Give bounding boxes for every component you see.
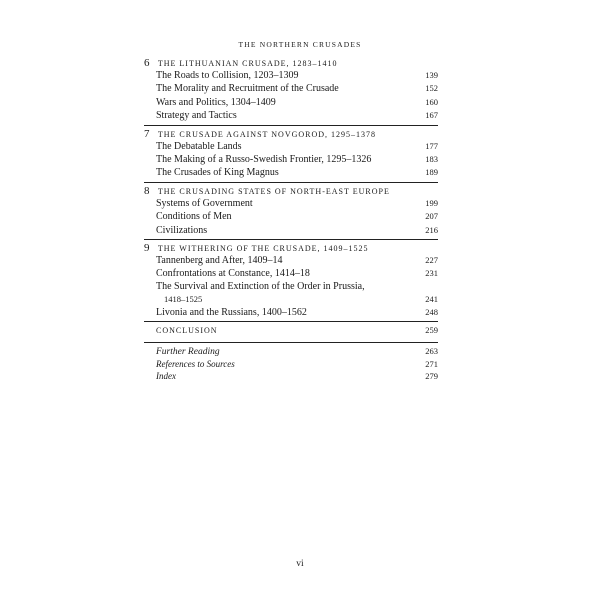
chapter-number: 6 [144, 57, 150, 69]
toc-entry [144, 96, 438, 109]
entry-page: 231 [425, 268, 438, 279]
toc-entry [144, 82, 438, 95]
chapter-title: THE LITHUANIAN CRUSADE, 1283–1410 [157, 59, 338, 68]
toc-entry [144, 69, 438, 82]
entry-title: The Crusades of King Magnus [156, 167, 279, 179]
chapter-title: THE CRUSADING STATES OF NORTH-EAST EUROPE [157, 186, 390, 196]
chapter-6 [144, 57, 438, 123]
entry-page: 199 [425, 197, 438, 208]
entry-page: 207 [425, 211, 438, 222]
chapter-number: 9 [144, 242, 150, 255]
entry-title: The Morality and Recruitment of the Crusade [156, 83, 339, 95]
chapter-heading [144, 57, 438, 69]
entry-title: Tannenberg and After, 1409–14 [156, 255, 283, 267]
entry-title: 1418–1525 [164, 294, 203, 305]
entry-title: Index [156, 371, 176, 382]
chapter-number: 7 [144, 127, 150, 140]
page-number: vi [296, 559, 304, 569]
toc-entry [144, 210, 438, 223]
entry-title: The Roads to Collision, 1203–1309 [156, 70, 299, 81]
toc-entry [144, 109, 438, 122]
entry-page: 241 [425, 294, 438, 305]
entry-page: 263 [425, 345, 438, 356]
entry-title: Civilizations [156, 224, 208, 236]
conclusion-section [144, 321, 438, 337]
chapter-title: THE CRUSADE AGAINST NOVGOROD, 1295–1378 [157, 129, 377, 139]
toc-entry [144, 324, 438, 337]
entry-title: Further Reading [156, 346, 220, 357]
entry-title: References to Sources [156, 358, 235, 369]
entry-page: 216 [425, 224, 438, 235]
chapter-heading [144, 242, 438, 254]
entry-page: 189 [425, 167, 438, 178]
toc-entry [144, 254, 438, 267]
entry-title: Livonia and the Russians, 1400–1562 [156, 306, 307, 318]
entry-title: Strategy and Tactics [156, 110, 237, 122]
chapter-8 [144, 182, 438, 237]
toc-entry [144, 153, 438, 166]
entry-title: The Making of a Russo-Swedish Frontier, 1295–1326 [156, 154, 372, 166]
end-matter [144, 342, 438, 383]
entry-page: 248 [425, 306, 438, 317]
chapter-number: 8 [144, 184, 150, 197]
entry-title: Conditions of Men [156, 211, 232, 223]
running-head: THE NORTHERN CRUSADES [238, 40, 362, 49]
chapter-9 [144, 239, 438, 319]
entry-page: 167 [425, 110, 438, 121]
entry-title: Wars and Politics, 1304–1409 [156, 96, 276, 108]
chapter-7 [144, 125, 438, 180]
entry-title: Systems of Government [156, 197, 253, 209]
toc-entry [144, 358, 438, 370]
toc-entry [144, 140, 438, 153]
toc-entry [144, 267, 438, 280]
entry-page: 160 [425, 96, 438, 107]
entry-page: 271 [425, 358, 438, 369]
entry-title: The Survival and Extinction of the Order in Prussia, [156, 280, 365, 292]
toc-entry [144, 224, 438, 237]
entry-page: 259 [425, 325, 438, 336]
toc-entry-continuation [144, 293, 438, 305]
conclusion-title: CONCLUSION [156, 326, 218, 336]
toc-entry [144, 370, 438, 382]
toc-entry [144, 281, 438, 293]
chapter-heading [144, 185, 438, 197]
toc-entry [144, 306, 438, 319]
entry-title: The Debatable Lands [156, 140, 242, 152]
table-of-contents [144, 57, 438, 383]
entry-page: 183 [425, 154, 438, 165]
entry-page: 279 [425, 371, 438, 382]
toc-entry [144, 345, 438, 358]
toc-entry [144, 166, 438, 179]
toc-entry [144, 197, 438, 210]
entry-page: 139 [425, 70, 438, 80]
chapter-title: THE WITHERING OF THE CRUSADE, 1409–1525 [157, 244, 369, 254]
entry-title: Confrontations at Constance, 1414–18 [156, 268, 310, 280]
entry-page: 227 [425, 255, 438, 266]
chapter-heading [144, 128, 438, 140]
entry-page: 177 [425, 140, 438, 151]
entry-page: 152 [425, 83, 438, 94]
